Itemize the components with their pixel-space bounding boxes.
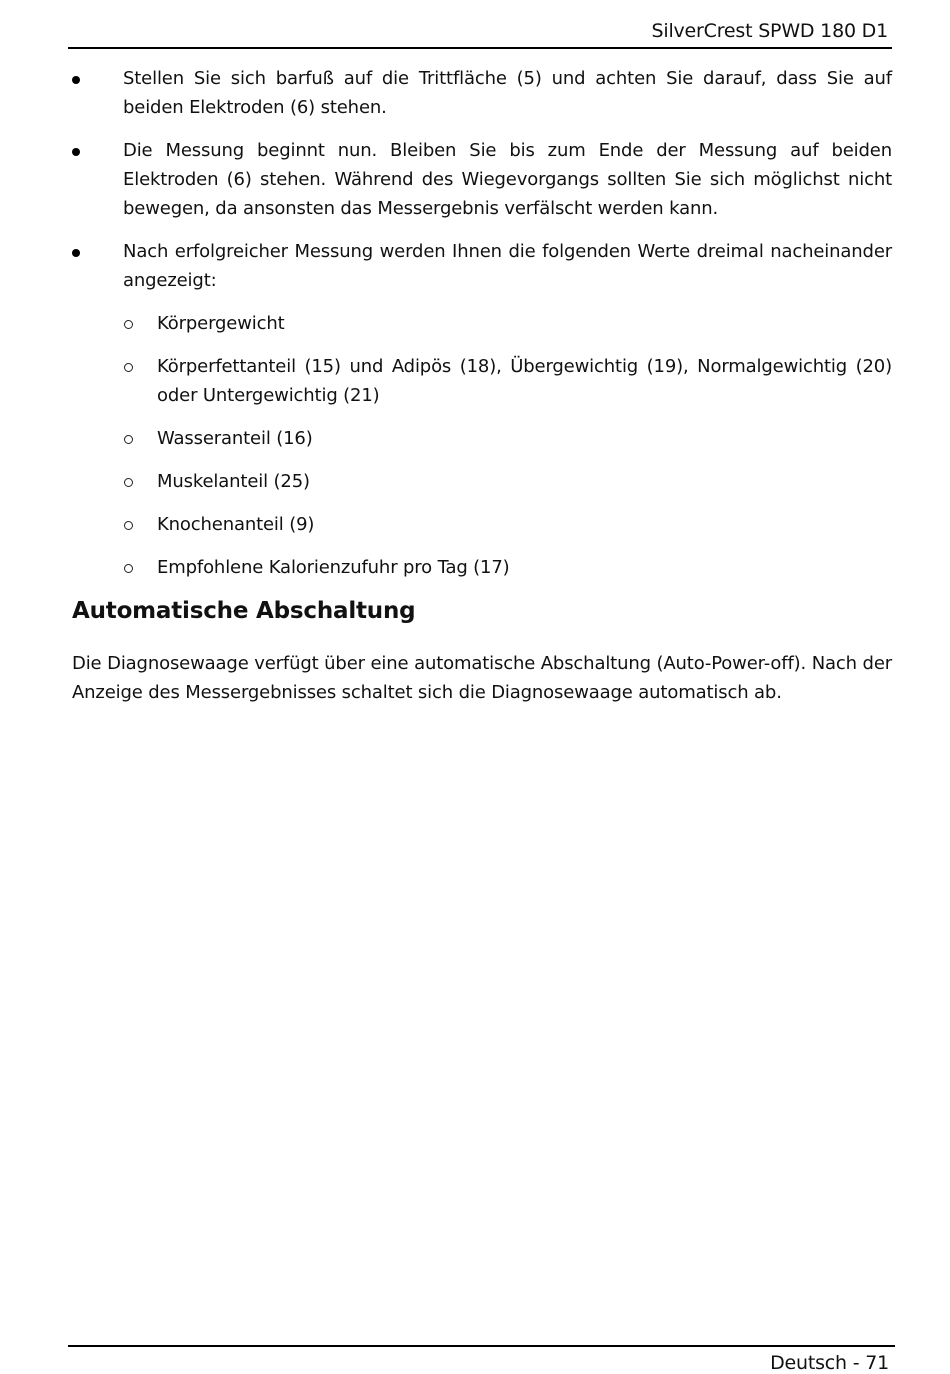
bullet-item <box>72 237 892 295</box>
bullet-icon <box>72 148 80 156</box>
section-heading: Automatische Abschaltung <box>72 598 416 624</box>
bullet-icon <box>72 76 80 84</box>
sub-list-item <box>72 553 892 582</box>
sub-list-item <box>72 424 892 453</box>
circle-bullet-icon <box>124 521 133 530</box>
page-content <box>72 64 892 707</box>
section-paragraph: Die Diagnosewaage verfügt über eine automatische Abschaltung (Auto-Power-off). Nach der Anzeige des Messergebnisses schaltet sich die Diagnosewaage automatisch ab. <box>72 653 892 703</box>
circle-bullet-icon <box>124 363 133 372</box>
sub-list-item <box>72 510 892 539</box>
sub-list-item <box>72 467 892 496</box>
circle-bullet-icon <box>124 435 133 444</box>
page-header <box>68 18 892 49</box>
values-list <box>72 309 892 582</box>
circle-bullet-icon <box>124 478 133 487</box>
sub-item-text: Wasseranteil (16) <box>157 428 313 449</box>
bullet-item <box>72 64 892 122</box>
header-title: SilverCrest SPWD 180 D1 <box>651 20 888 42</box>
sub-item-text: Empfohlene Kalorienzufuhr pro Tag (17) <box>157 557 510 578</box>
sub-item-text: Muskelanteil (25) <box>157 471 310 492</box>
sub-list-item <box>72 352 892 410</box>
circle-bullet-icon <box>124 564 133 573</box>
page-footer <box>68 1345 895 1374</box>
sub-item-text: Körpergewicht <box>157 313 285 334</box>
circle-bullet-icon <box>124 320 133 329</box>
bullet-text: Nach erfolgreicher Messung werden Ihnen die folgenden Werte dreimal nacheinander angezeigt: <box>123 241 892 291</box>
bullet-icon <box>72 249 80 257</box>
sub-list-item <box>72 309 892 338</box>
bullet-text: Stellen Sie sich barfuß auf die Trittfläche (5) und achten Sie darauf, dass Sie auf beiden Elektroden (6) stehen. <box>123 68 892 118</box>
bullet-text: Die Messung beginnt nun. Bleiben Sie bis zum Ende der Messung auf beiden Elektroden (6) stehen. Während des Wiegevorgangs sollten Sie sich möglichst nicht bewegen, da ansonsten das Messergebnis verfälscht werden kann. <box>123 140 892 219</box>
page-number: Deutsch - 71 <box>770 1352 889 1374</box>
bullet-item <box>72 136 892 223</box>
sub-item-text: Knochenanteil (9) <box>157 514 315 535</box>
sub-item-text: Körperfettanteil (15) und Adipös (18), Übergewichtig (19), Normalgewichtig (20) oder Untergewichtig (21) <box>157 356 892 406</box>
